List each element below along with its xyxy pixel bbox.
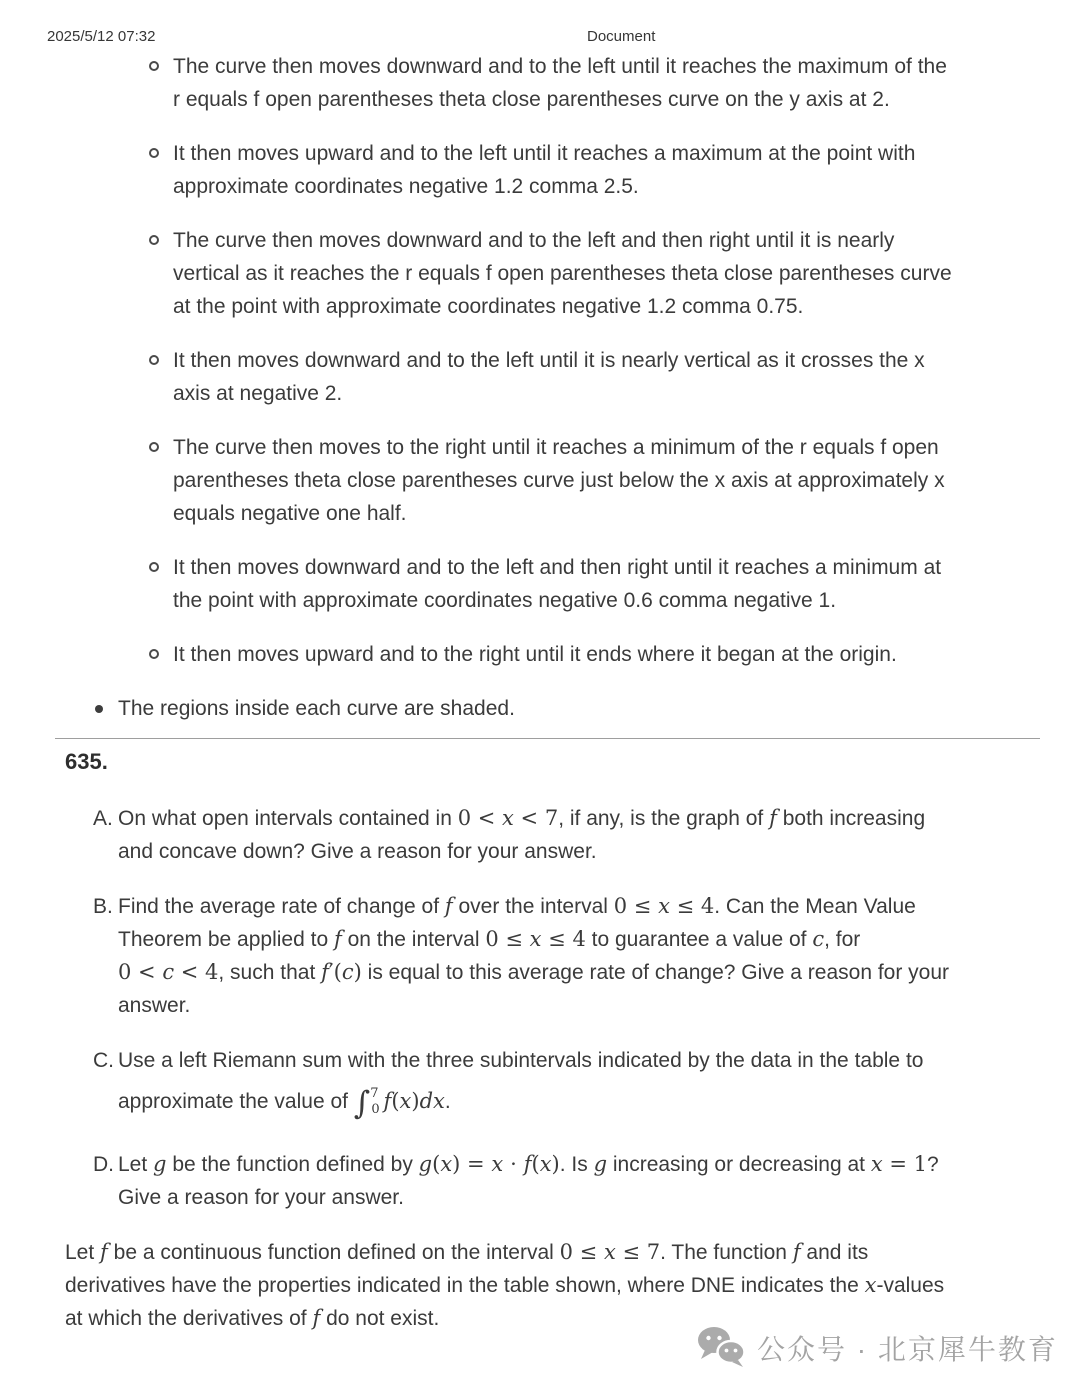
circle-bullet-icon [149,442,159,452]
page-header [0,0,1080,50]
list-item [65,137,1045,203]
watermark-text: 公众号 · 北京犀牛教育 [757,1333,1058,1365]
part-label: C. [93,1049,114,1072]
list-item [65,344,1045,410]
circle-bullet-icon [149,148,159,158]
problem-part-d [65,1148,1045,1214]
circle-bullet-icon [149,649,159,659]
list-item-text: The curve then moves to the right until it reaches a minimum of the r equals f open parentheses theta close parentheses curve just below the x axis at approximately x equals negative one half. [173,436,945,525]
timestamp: 2025/5/12 07:32 [47,28,156,45]
circle-bullet-icon [149,235,159,245]
circle-bullet-icon [149,61,159,71]
list-item [65,50,1045,116]
list-item [65,224,1045,323]
list-item-text: The regions inside each curve are shaded. [118,697,515,720]
wechat-icon [697,1326,747,1373]
circle-bullet-icon [149,355,159,365]
list-item-text: The curve then moves downward and to the left and then right until it is nearly vertical as it reaches the r equals f open parentheses theta close parentheses curve at the point with approximate coordinates negative 1.2 comma 0.75. [173,229,952,318]
list-item-text: It then moves upward and to the left until it reaches a maximum at the point with approximate coordinates negative 1.2 comma 2.5. [173,142,916,198]
list-item [65,431,1045,530]
document-body [65,50,1045,1335]
problem-number: 635. [65,749,108,774]
document-title: Document [587,28,656,45]
disc-bullet-icon [95,705,103,713]
part-text: Find the average rate of change of f over the interval 0 ≤ x ≤ 4. Can the Mean Value Theorem be applied to f on the interval 0 ≤ x ≤ 4 to guarantee a value of c, for 0 < c < 4, such that f′(c) is equal to this average rate of change? Give a reason for your answer. [118,894,950,1017]
part-text: On what open intervals contained in 0 < x < 7, if any, is the graph of f both increasing and concave down? Give a reason for your answer. [118,806,926,863]
list-item [65,551,1045,617]
list-item-text: It then moves downward and to the left until it is nearly vertical as it crosses the x axis at negative 2. [173,349,925,405]
problem-intro-paragraph: Let f be a continuous function defined on the interval 0 ≤ x ≤ 7. The function f and its derivatives have the properties indicated in the table shown, where DNE indicates the x-values at which the derivatives of f do not exist. [65,1239,945,1330]
list-item-text: The curve then moves downward and to the left until it reaches the maximum of the r equals f open parentheses theta close parentheses curve on the y axis at 2. [173,55,947,111]
watermark [697,1326,1058,1373]
part-label: A. [93,807,113,830]
problem-part-a [65,802,1045,868]
part-text: Use a left Riemann sum with the three subintervals indicated by the data in the table to approximate the value of ∫$^7_0$ f(x)dx. [118,1049,924,1122]
list-item [65,692,1045,725]
part-label: D. [93,1152,114,1176]
list-item [65,638,1045,671]
part-label: B. [93,895,113,918]
section-divider [55,738,1040,739]
problem-part-c [65,1044,1045,1126]
problem-part-b [65,890,1045,1022]
circle-bullet-icon [149,562,159,572]
part-text: Let g be the function defined by g(x) = x ⋅ f(x). Is g increasing or decreasing at x = 1? Give a reason for your answer. [118,1151,939,1209]
list-item-text: It then moves downward and to the left and then right until it reaches a minimum at the point with approximate coordinates negative 0.6 comma negative 1. [173,556,942,612]
list-item-text: It then moves upward and to the right until it ends where it began at the origin. [173,643,897,666]
